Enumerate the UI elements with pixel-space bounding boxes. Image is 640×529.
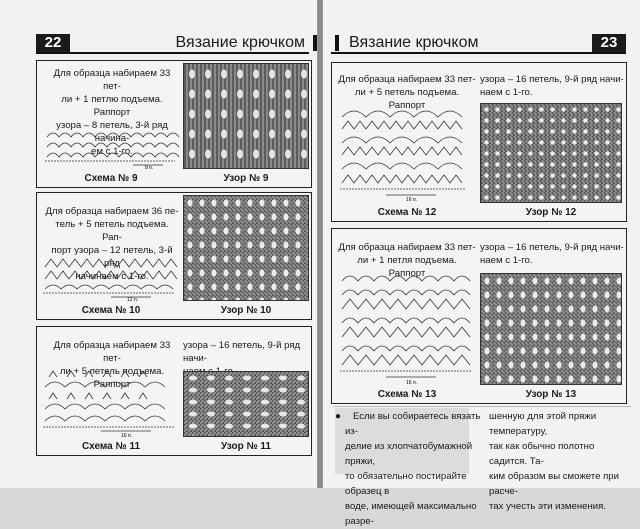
pattern-block-11 [36, 326, 312, 456]
running-title: Вязание крючком [349, 34, 479, 51]
pattern-description-continued: узора – 16 петель, 9-й ряд начи- наем с 1-го. [480, 74, 624, 98]
pattern-photo-12 [480, 103, 622, 203]
right-page-header [331, 34, 626, 54]
rapport-label: 16 п. [406, 380, 418, 386]
photo-caption: Узор № 12 [525, 207, 577, 218]
pattern-description: Для образца набираем 36 пе- тель + 5 петель подъема. Рап- порт узора – 12 петель, 3-й ряд начинаем с 1-го. [45, 206, 179, 282]
rapport-label: 16 п. [121, 433, 133, 439]
scheme-caption: Схема № 9 [84, 173, 138, 184]
scheme-caption: Схема № 11 [81, 441, 141, 452]
pattern-photo-10 [183, 195, 309, 301]
pattern-description: Для образца набираем 33 пет- ли + 1 петлю подъема. Раппорт узора – 8 петель, 3-й ряд начина- ем с 1-го. [53, 68, 171, 157]
photo-caption: Узор № 10 [220, 305, 272, 316]
left-page [0, 0, 318, 488]
note-text-right: шенную для этой пряжи температуру, так как обычно полотно садится. Та- ким образом вы сможете при расче- тах учесть эти изменения. [489, 411, 619, 512]
pattern-description-continued: узора – 16 петель, 9-й ряд начи- [183, 340, 301, 364]
page-number: 22 [36, 34, 70, 52]
pattern-photo-9 [183, 63, 309, 169]
bullet-icon: ● [335, 411, 342, 422]
pattern-photo-13 [480, 273, 622, 385]
photo-caption: Узор № 13 [525, 389, 577, 400]
header-bar [313, 35, 317, 51]
note-text-left: Если вы собираетесь вязать из- делие из хлопчатобумажной пряжи, то обязательно постирайте образец в воде, имеющей максимально разре- [345, 411, 481, 527]
scheme-caption: Схема № 13 [377, 389, 437, 400]
pattern-block-10 [36, 192, 312, 320]
rapport-label: 16 п. [406, 197, 418, 203]
header-bar [335, 35, 339, 51]
photo-caption: Узор № 11 [221, 441, 271, 452]
tip-note [333, 406, 631, 527]
scheme-caption: Схема № 10 [81, 305, 141, 316]
rapport-label: 8 п. [145, 165, 154, 171]
page-number: 23 [592, 34, 626, 52]
pattern-block-12 [331, 62, 627, 222]
running-title: Вязание крючком [175, 34, 305, 51]
crochet-chart-11 [41, 367, 179, 439]
crochet-chart-10 [41, 255, 179, 301]
left-page-header [36, 34, 309, 54]
pattern-photo-11 [183, 371, 309, 437]
pattern-description: Для образца набираем 33 пет- ли + 5 петель подъема. Раппорт [338, 74, 476, 111]
pattern-description: Для образца набираем 33 пет- ли + 5 петель подъема. Раппорт [53, 340, 171, 390]
pattern-block-13 [331, 228, 627, 404]
pattern-block-9 [36, 60, 312, 188]
scheme-caption: Схема № 12 [377, 207, 437, 218]
crochet-chart-9 [43, 127, 179, 169]
right-page [322, 0, 640, 527]
pattern-description: Для образца набираем 33 пет- ли + 1 петля подъема. Раппорт [338, 242, 476, 279]
crochet-chart-13 [336, 269, 476, 387]
photo-caption: Узор № 9 [223, 173, 269, 184]
pattern-description-continued: узора – 16 петель, 9-й ряд начи- наем с 1-го. [480, 242, 624, 266]
rapport-label: 12 п. [127, 297, 139, 303]
crochet-chart-12 [336, 103, 476, 203]
